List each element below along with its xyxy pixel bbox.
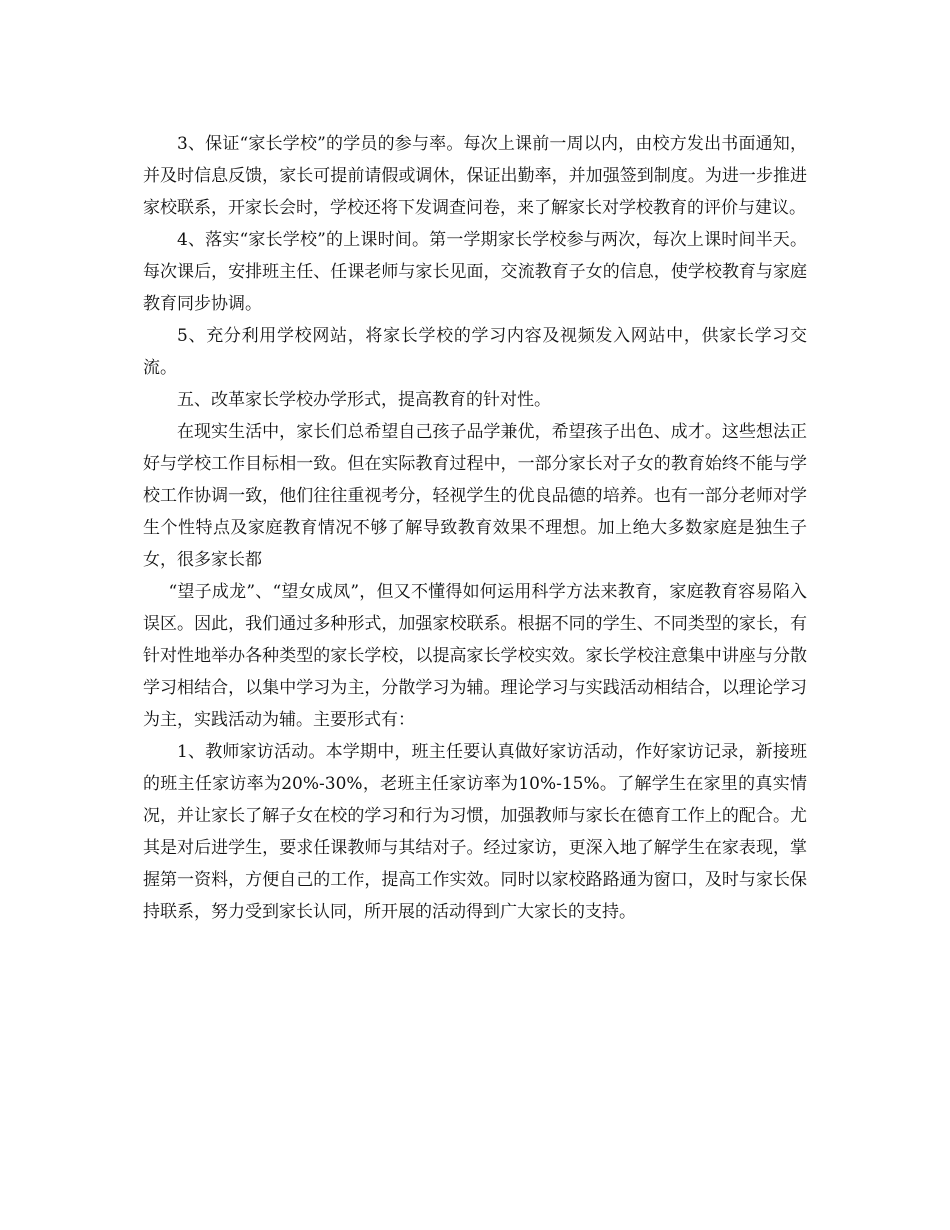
paragraph-real-life: 在现实生活中，家长们总希望自己孩子品学兼优，希望孩子出色、成才。这些想法正好与学校工作目标相一致。但在实际教育过程中，一部分家长对子女的教育始终不能与学校工作协调一致，他们往往重视考分，轻视学生的优良品德的培养。也有一部分老师对学生个性特点及家庭教育情况不够了解导致教育效果不理想。加上绝大多数家庭是独生子女，很多家长都 bbox=[143, 422, 807, 570]
paragraph-home-visits: 1、教师家访活动。本学期中，班主任要认真做好家访活动，作好家访记录，新接班的班主任家访率为20%-30%，老班主任家访率为10%-15%。了解学生在家里的真实情况，并让家长了解子女在校的学习和行为习惯，加强教师与家长在德育工作上的配合。尤其是对后进学生，要求任课教师与其结对子。经过家访，更深入地了解学生在家表现，掌握第一资料，方便自己的工作，提高工作实效。同时以家校路路通为窗口，及时与家长保持联系，努力受到家长认同，所开展的活动得到广大家长的支持。 bbox=[143, 742, 807, 922]
document-body bbox=[143, 128, 807, 928]
paragraph-attendance: 3、保证“家长学校”的学员的参与率。每次上课前一周以内，由校方发出书面通知，并及时信息反馈，家长可提前请假或调休，保证出勤率，并加强签到制度。为进一步推进家校联系，开家长会时，学校还将下发调查问卷，来了解家长对学校教育的评价与建议。 bbox=[143, 134, 807, 218]
section-heading-reform: 五、改革家长学校办学形式，提高教育的针对性。 bbox=[177, 390, 551, 410]
paragraph-website: 5、充分利用学校网站，将家长学校的学习内容及视频发入网站中，供家长学习交流。 bbox=[143, 326, 807, 378]
paragraph-expectations: “望子成龙”、“望女成凤”，但又不懂得如何运用科学方法来教育，家庭教育容易陷入误区。因此，我们通过多种形式，加强家校联系。根据不同的学生、不同类型的家长，有针对性地举办各种类型的家长学校，以提高家长学校实效。家长学校注意集中讲座与分散学习相结合，以集中学习为主，分散学习为辅。理论学习与实践活动相结合，以理论学习为主，实践活动为辅。主要形式有： bbox=[143, 582, 807, 730]
paragraph-class-time: 4、落实“家长学校”的上课时间。第一学期家长学校参与两次，每次上课时间半天。每次课后，安排班主任、任课老师与家长见面，交流教育子女的信息，使学校教育与家庭教育同步协调。 bbox=[143, 230, 807, 314]
